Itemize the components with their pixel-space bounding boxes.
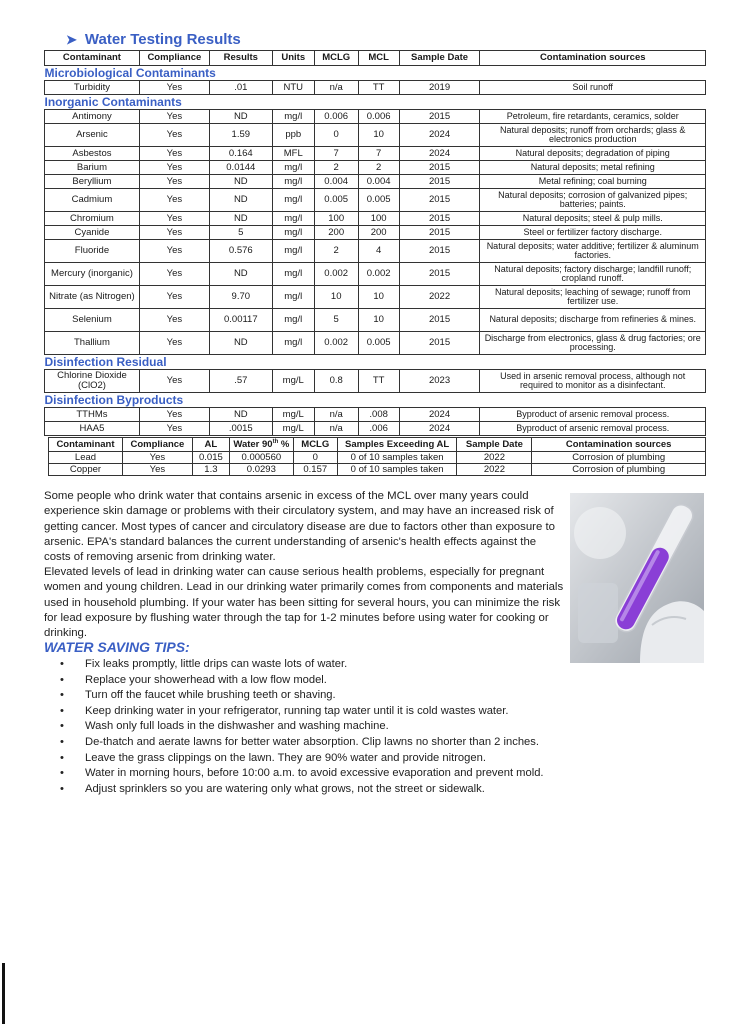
- table-cell: Yes: [139, 226, 209, 240]
- table-cell: 2024: [399, 147, 480, 161]
- table-cell: Yes: [139, 370, 209, 393]
- table-cell: Yes: [139, 212, 209, 226]
- table-cell: Yes: [139, 422, 209, 436]
- table-cell: .008: [358, 408, 399, 422]
- table-cell: mg/l: [272, 212, 314, 226]
- table-cell: Lead: [49, 452, 123, 464]
- table-cell: Beryllium: [45, 175, 140, 189]
- col-header: Units: [272, 51, 314, 66]
- table-cell: 2015: [399, 212, 480, 226]
- table-header-row: [45, 51, 706, 66]
- table-row: [49, 452, 706, 464]
- table-cell: 1.59: [209, 124, 272, 147]
- table-cell: Used in arsenic removal process, although not required to monitor as a disinfectant.: [480, 370, 706, 393]
- bullet-icon: •: [60, 751, 64, 764]
- table-row: [45, 309, 706, 332]
- table-cell: 10: [358, 286, 399, 309]
- table-cell: 0 of 10 samples taken: [337, 464, 457, 476]
- table-cell: 2015: [399, 175, 480, 189]
- table-row: [45, 370, 706, 393]
- table-row: [45, 110, 706, 124]
- table-cell: ND: [209, 263, 272, 286]
- bullet-icon: •: [60, 767, 64, 780]
- table-cell: 0: [293, 452, 337, 464]
- bullet-icon: •: [60, 673, 64, 686]
- table-cell: ND: [209, 212, 272, 226]
- table-cell: 0.157: [293, 464, 337, 476]
- table-cell: 0.005: [358, 189, 399, 212]
- table-cell: Cyanide: [45, 226, 140, 240]
- tip-text: Wash only full loads in the dishwasher and washing machine.: [85, 720, 389, 733]
- section-heading: Disinfection Byproducts: [45, 393, 706, 408]
- list-item: [60, 766, 544, 782]
- table-cell: 2015: [399, 161, 480, 175]
- table-row: [45, 81, 706, 95]
- table-cell: .0015: [209, 422, 272, 436]
- bullet-icon: •: [60, 782, 64, 795]
- table-cell: 0.005: [358, 332, 399, 355]
- table-cell: .006: [358, 422, 399, 436]
- table-cell: Asbestos: [45, 147, 140, 161]
- table-cell: 0.002: [314, 332, 358, 355]
- table-cell: Nitrate (as Nitrogen): [45, 286, 140, 309]
- col-header: Contaminant: [49, 438, 123, 452]
- list-item: [60, 688, 544, 704]
- table-cell: mg/L: [272, 408, 314, 422]
- table-cell: Yes: [139, 408, 209, 422]
- table-cell: 10: [358, 309, 399, 332]
- table-row: [45, 408, 706, 422]
- table-cell: mg/l: [272, 263, 314, 286]
- table-cell: NTU: [272, 81, 314, 95]
- col-header: Samples Exceeding AL: [337, 438, 457, 452]
- scan-edge-mark: [2, 963, 5, 1024]
- table-cell: ND: [209, 175, 272, 189]
- table-cell: 2015: [399, 309, 480, 332]
- table-cell: Yes: [139, 161, 209, 175]
- table-cell: Chlorine Dioxide (ClO2): [45, 370, 140, 393]
- table-cell: 0.164: [209, 147, 272, 161]
- tip-text: Fix leaks promptly, little drips can waste lots of water.: [85, 658, 348, 670]
- table-cell: mg/L: [272, 370, 314, 393]
- table-cell: mg/l: [272, 332, 314, 355]
- tip-text: Replace your showerhead with a low flow model.: [85, 673, 327, 686]
- table-row: [45, 263, 706, 286]
- section-row: [45, 355, 706, 370]
- table-cell: 2019: [399, 81, 480, 95]
- table-cell: 200: [358, 226, 399, 240]
- list-item: [60, 657, 544, 673]
- table-cell: ND: [209, 408, 272, 422]
- test-tube-photo: [570, 493, 704, 663]
- table-cell: Barium: [45, 161, 140, 175]
- table-cell: n/a: [314, 81, 358, 95]
- table-cell: Yes: [139, 240, 209, 263]
- table-cell: Yes: [139, 263, 209, 286]
- col-header: Contamination sources: [480, 51, 706, 66]
- table-cell: 2015: [399, 189, 480, 212]
- table-cell: 100: [358, 212, 399, 226]
- table-cell: ND: [209, 110, 272, 124]
- tip-text: De-thatch and aerate lawns for better water absorption. Clip lawns no shorter than 2 inches.: [85, 735, 539, 748]
- table-cell: Natural deposits; factory discharge; landfill runoff; cropland runoff.: [480, 263, 706, 286]
- table-cell: mg/l: [272, 286, 314, 309]
- col-header: Contaminant: [45, 51, 140, 66]
- table-cell: 2: [358, 161, 399, 175]
- table-header-row: [49, 438, 706, 452]
- table-cell: Corrosion of plumbing: [532, 452, 706, 464]
- table-cell: Yes: [139, 309, 209, 332]
- list-item: [60, 673, 544, 689]
- table-cell: Mercury (inorganic): [45, 263, 140, 286]
- table-cell: Metal refining; coal burning: [480, 175, 706, 189]
- table-row: [45, 286, 706, 309]
- table-row: [45, 212, 706, 226]
- arrow-bullet-icon: ➤: [66, 32, 77, 47]
- table-cell: 2022: [457, 464, 532, 476]
- table-cell: 10: [358, 124, 399, 147]
- table-row: [45, 147, 706, 161]
- table-cell: 0: [314, 124, 358, 147]
- table-cell: Natural deposits; water additive; fertilizer & aluminum factories.: [480, 240, 706, 263]
- table-cell: Selenium: [45, 309, 140, 332]
- table-cell: Yes: [139, 147, 209, 161]
- table-cell: 2023: [399, 370, 480, 393]
- list-item: [60, 719, 544, 735]
- tips-list: [60, 657, 544, 797]
- table-cell: mg/l: [272, 189, 314, 212]
- section-row: [45, 66, 706, 81]
- page-title-text: Water Testing Results: [84, 31, 241, 48]
- col-header: Compliance: [122, 438, 192, 452]
- table-cell: Yes: [122, 452, 192, 464]
- table-row: [45, 422, 706, 436]
- table-cell: 200: [314, 226, 358, 240]
- table-cell: Yes: [139, 110, 209, 124]
- col-header: Sample Date: [399, 51, 480, 66]
- page-title: [66, 31, 241, 48]
- table-cell: .01: [209, 81, 272, 95]
- table-cell: TT: [358, 370, 399, 393]
- table-row: [45, 240, 706, 263]
- tip-text: Turn off the faucet while brushing teeth or shaving.: [85, 689, 336, 702]
- table-cell: ND: [209, 189, 272, 212]
- water-results-table: [44, 50, 706, 436]
- table-cell: 2015: [399, 263, 480, 286]
- table-cell: mg/l: [272, 110, 314, 124]
- section-heading: Microbiological Contaminants: [45, 66, 706, 81]
- col-header: Water 90th %: [229, 438, 293, 452]
- table-cell: Natural deposits; steel & pulp mills.: [480, 212, 706, 226]
- bullet-icon: •: [60, 735, 64, 748]
- table-cell: 7: [358, 147, 399, 161]
- bullet-icon: •: [60, 720, 64, 733]
- table-cell: Soil runoff: [480, 81, 706, 95]
- table-cell: Yes: [139, 189, 209, 212]
- table-cell: Copper: [49, 464, 123, 476]
- tip-text: Leave the grass clippings on the lawn. They are 90% water and provide nitrogen.: [85, 751, 486, 764]
- table-cell: Yes: [139, 124, 209, 147]
- table-cell: Natural deposits; metal refining: [480, 161, 706, 175]
- table-cell: 2015: [399, 240, 480, 263]
- col-header: MCLG: [293, 438, 337, 452]
- table-cell: Yes: [139, 175, 209, 189]
- table-cell: 0.004: [358, 175, 399, 189]
- table-cell: Yes: [139, 81, 209, 95]
- table-cell: 2024: [399, 422, 480, 436]
- bullet-icon: •: [60, 689, 64, 702]
- table-cell: 5: [209, 226, 272, 240]
- table-cell: Corrosion of plumbing: [532, 464, 706, 476]
- table-row: [45, 161, 706, 175]
- table-cell: 9.70: [209, 286, 272, 309]
- table-cell: 100: [314, 212, 358, 226]
- table-cell: TT: [358, 81, 399, 95]
- col-header: Sample Date: [457, 438, 532, 452]
- table-cell: n/a: [314, 408, 358, 422]
- table-row: [45, 124, 706, 147]
- tips-title: WATER SAVING TIPS:: [44, 639, 190, 655]
- table-cell: 0.000560: [229, 452, 293, 464]
- table-cell: 2: [314, 240, 358, 263]
- table-cell: 0.00117: [209, 309, 272, 332]
- table-cell: n/a: [314, 422, 358, 436]
- tip-text: Water in morning hours, before 10:00 a.m. to avoid excessive evaporation and prevent mold.: [85, 767, 544, 780]
- table-row: [45, 189, 706, 212]
- table-row: [45, 226, 706, 240]
- table-cell: mg/l: [272, 240, 314, 263]
- table-cell: 0.002: [314, 263, 358, 286]
- table-cell: Turbidity: [45, 81, 140, 95]
- table-cell: .57: [209, 370, 272, 393]
- table-cell: Fluoride: [45, 240, 140, 263]
- table-cell: Natural deposits; runoff from orchards; glass & electronics production: [480, 124, 706, 147]
- table-cell: Byproduct of arsenic removal process.: [480, 408, 706, 422]
- table-cell: mg/L: [272, 422, 314, 436]
- list-item: [60, 751, 544, 767]
- col-header: Results: [209, 51, 272, 66]
- table-row: [49, 464, 706, 476]
- list-item: [60, 704, 544, 720]
- table-cell: mg/l: [272, 175, 314, 189]
- col-header: Contamination sources: [532, 438, 706, 452]
- table-cell: 0.0293: [229, 464, 293, 476]
- table-cell: Arsenic: [45, 124, 140, 147]
- table-cell: Steel or fertilizer factory discharge.: [480, 226, 706, 240]
- table-cell: 0.006: [358, 110, 399, 124]
- lead-paragraph: Elevated levels of lead in drinking water can cause serious health problems, especially for pregnant women and young children. Lead in our drinking water primarily comes from components and materials used in household plumbing. If your water has been sitting for several hours, you can minimize the risk for lead exposure by flushing water through the tap for 1-2 minutes before using water for cooking or drinking.: [44, 566, 564, 640]
- list-item: [60, 782, 544, 798]
- table-cell: Yes: [122, 464, 192, 476]
- table-cell: Antimony: [45, 110, 140, 124]
- table-cell: 1.3: [192, 464, 229, 476]
- table-cell: mg/l: [272, 226, 314, 240]
- table-cell: Petroleum, fire retardants, ceramics, solder: [480, 110, 706, 124]
- section-heading: Disinfection Residual: [45, 355, 706, 370]
- section-heading: Inorganic Contaminants: [45, 95, 706, 110]
- col-header: MCLG: [314, 51, 358, 66]
- table-cell: Natural deposits; discharge from refineries & mines.: [480, 309, 706, 332]
- tip-text: Adjust sprinklers so you are watering only what grows, not the street or sidewalk.: [85, 782, 485, 795]
- table-cell: mg/l: [272, 309, 314, 332]
- table-cell: 2015: [399, 110, 480, 124]
- table-cell: 2024: [399, 408, 480, 422]
- table-cell: Thallium: [45, 332, 140, 355]
- table-cell: 2024: [399, 124, 480, 147]
- col-header: AL: [192, 438, 229, 452]
- col-header: MCL: [358, 51, 399, 66]
- table-cell: mg/l: [272, 161, 314, 175]
- table-cell: 2: [314, 161, 358, 175]
- table-cell: 10: [314, 286, 358, 309]
- table-cell: 2022: [457, 452, 532, 464]
- table-cell: Yes: [139, 286, 209, 309]
- table-cell: MFL: [272, 147, 314, 161]
- table-cell: Chromium: [45, 212, 140, 226]
- table-cell: ND: [209, 332, 272, 355]
- table-cell: 0 of 10 samples taken: [337, 452, 457, 464]
- tip-text: Keep drinking water in your refrigerator, running tap water until it is cold wastes water.: [85, 704, 509, 717]
- bullet-icon: •: [60, 704, 64, 717]
- table-cell: TTHMs: [45, 408, 140, 422]
- table-cell: 0.002: [358, 263, 399, 286]
- table-cell: 0.8: [314, 370, 358, 393]
- list-item: [60, 735, 544, 751]
- table-cell: 2015: [399, 332, 480, 355]
- table-cell: Byproduct of arsenic removal process.: [480, 422, 706, 436]
- table-cell: 0.015: [192, 452, 229, 464]
- table-cell: 2022: [399, 286, 480, 309]
- table-cell: 7: [314, 147, 358, 161]
- section-row: [45, 393, 706, 408]
- table-cell: Natural deposits; degradation of piping: [480, 147, 706, 161]
- table-cell: Yes: [139, 332, 209, 355]
- bullet-icon: •: [60, 658, 64, 670]
- table-cell: Natural deposits; leaching of sewage; runoff from fertilizer use.: [480, 286, 706, 309]
- table-cell: ppb: [272, 124, 314, 147]
- table-cell: 0.576: [209, 240, 272, 263]
- col-header: Compliance: [139, 51, 209, 66]
- lead-copper-table: [48, 437, 706, 476]
- table-cell: Discharge from electronics, glass & drug factories; ore processing.: [480, 332, 706, 355]
- table-cell: 0.006: [314, 110, 358, 124]
- table-cell: 2015: [399, 226, 480, 240]
- table-cell: Cadmium: [45, 189, 140, 212]
- table-cell: 5: [314, 309, 358, 332]
- table-row: [45, 175, 706, 189]
- table-row: [45, 332, 706, 355]
- table-cell: 0.0144: [209, 161, 272, 175]
- table-cell: 0.005: [314, 189, 358, 212]
- table-cell: 4: [358, 240, 399, 263]
- section-row: [45, 95, 706, 110]
- table-cell: 0.004: [314, 175, 358, 189]
- table-cell: HAA5: [45, 422, 140, 436]
- table-cell: Natural deposits; corrosion of galvanized pipes; batteries; paints.: [480, 189, 706, 212]
- arsenic-paragraph: Some people who drink water that contains arsenic in excess of the MCL over many years could experience skin damage or problems with their circulatory system, and may have an increased risk of getting cancer. Most types of cancer and circulatory disease are due to factors other than exposure to arsenic. EPA's standard balances the current understanding of arsenic's health effects against the costs of removing arsenic from drinking water.: [44, 490, 555, 564]
- test-tube-icon: [570, 493, 704, 663]
